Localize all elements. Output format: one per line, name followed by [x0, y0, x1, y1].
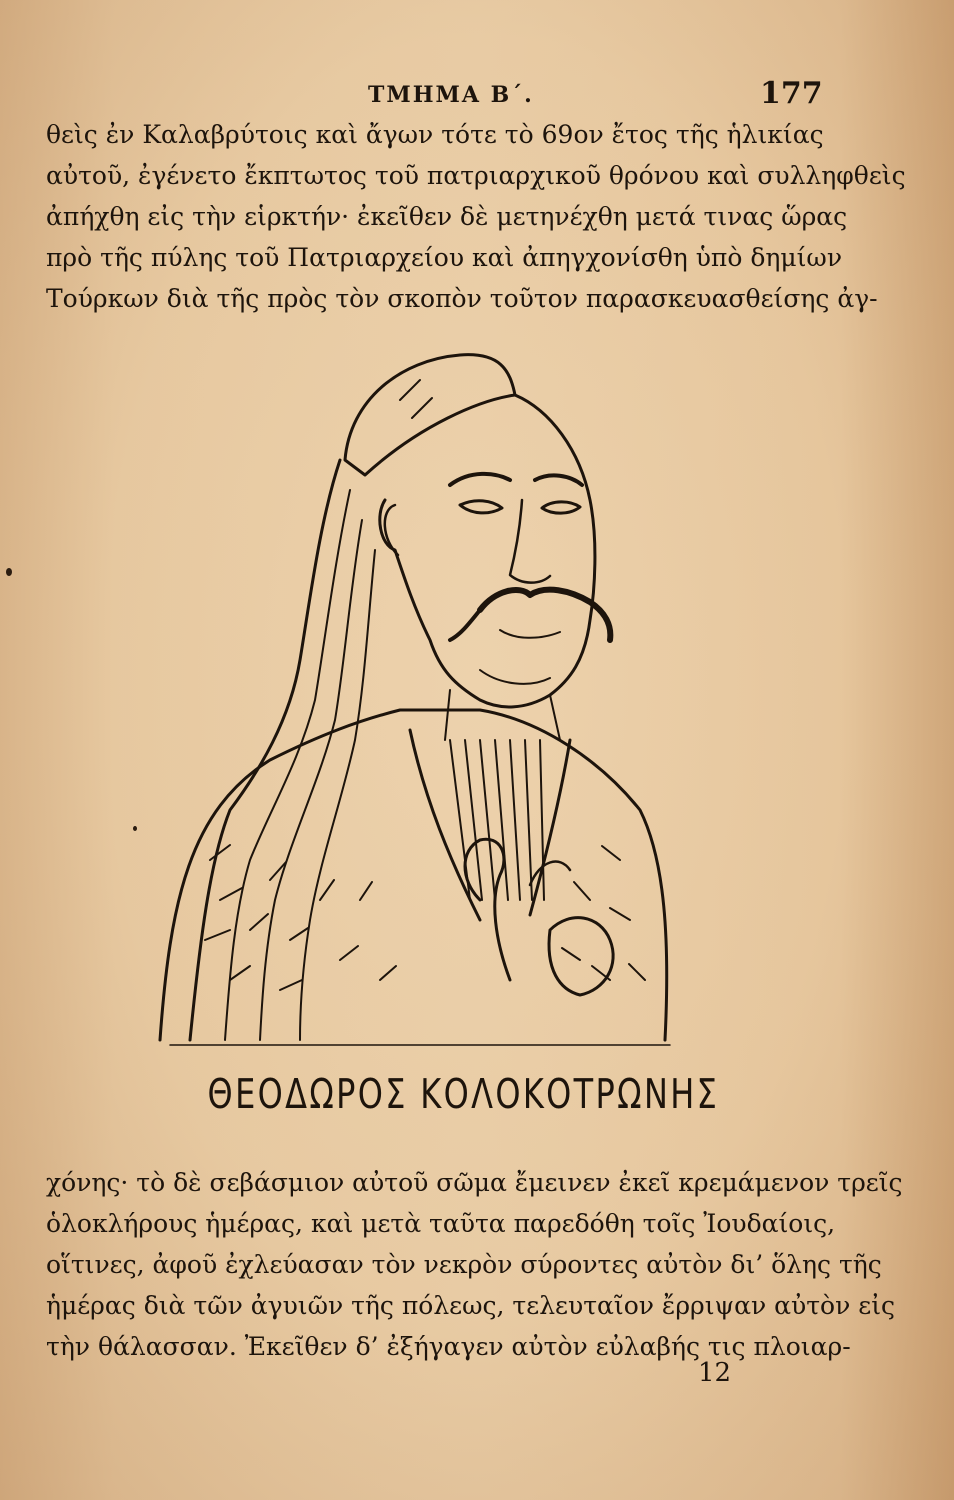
eye-left — [460, 501, 502, 513]
ear — [385, 505, 398, 555]
text-line: οἵτινες, ἀφοῦ ἐχλεύασαν τὸν νεκρὸν σύροντες αὐτὸν δι’ ὅλης τῆς — [46, 1250, 882, 1279]
eye-right — [542, 502, 580, 513]
text-block-top — [46, 114, 906, 319]
text-line: πρὸ τῆς πύλης τοῦ Πατριαρχείου καὶ ἀπηγχονίσθη ὑπὸ δημίων — [46, 243, 843, 272]
text-line: αὐτοῦ, ἐγένετο ἔκπτωτος τοῦ πατριαρχικοῦ θρόνου καὶ συλληφθεὶς — [46, 161, 906, 190]
head-outline — [380, 395, 595, 707]
text-line: τὴν θάλασσαν. Ἐκεῖθεν δ’ ἐξήγαγεν αὐτὸν εὐλαβής τις πλοιαρ- — [46, 1332, 851, 1361]
text-line: ὁλοκλήρους ἡμέρας, καὶ μετὰ ταῦτα παρεδόθη τοῖς Ἰουδαίοις, — [46, 1209, 836, 1238]
text-line: ἡμέρας διὰ τῶν ἀγυιῶν τῆς πόλεως, τελευταῖον ἔρριψαν αὐτὸν εἰς — [46, 1291, 896, 1320]
fez-cap — [345, 355, 515, 475]
signature-mark: 12 — [698, 1358, 732, 1388]
running-head: ΤΜΗΜΑ Β΄. — [368, 82, 534, 108]
brow-left — [450, 474, 510, 485]
ink-speck — [133, 826, 137, 831]
nose — [510, 500, 550, 583]
text-line: Τούρκων διὰ τῆς πρὸς τὸν σκοπὸν τοῦτον παρασκευασθείσης ἀγ- — [46, 284, 878, 313]
hair-left — [190, 460, 340, 1040]
text-line: χόνης· τὸ δὲ σεβάσμιον αὐτοῦ σῶμα ἔμεινεν ἐκεῖ κρεμάμενον τρεῖς — [46, 1168, 903, 1197]
text-line: θεὶς ἐν Καλαβρύτοις καὶ ἄγων τότε τὸ 69ον ἔτος τῆς ἡλικίας — [46, 120, 824, 149]
text-line: ἀπήχθη εἰς τὴν εἱρκτήν· ἐκεῖθεν δὲ μετηνέχθη μετά τινας ὥρας — [46, 202, 848, 231]
portrait-engraving — [150, 340, 690, 1060]
sword-hilt — [465, 839, 510, 980]
page-number: 177 — [760, 76, 823, 111]
hand — [549, 918, 613, 995]
text-block-bottom — [46, 1162, 903, 1367]
ink-speck — [6, 568, 12, 576]
brow-right — [535, 475, 582, 485]
portrait-caption: ΘΕΟΔΩΡΟΣ ΚΟΛΟΚΟΤΡΩΝΗΣ — [207, 1070, 720, 1118]
page-header — [0, 78, 954, 118]
